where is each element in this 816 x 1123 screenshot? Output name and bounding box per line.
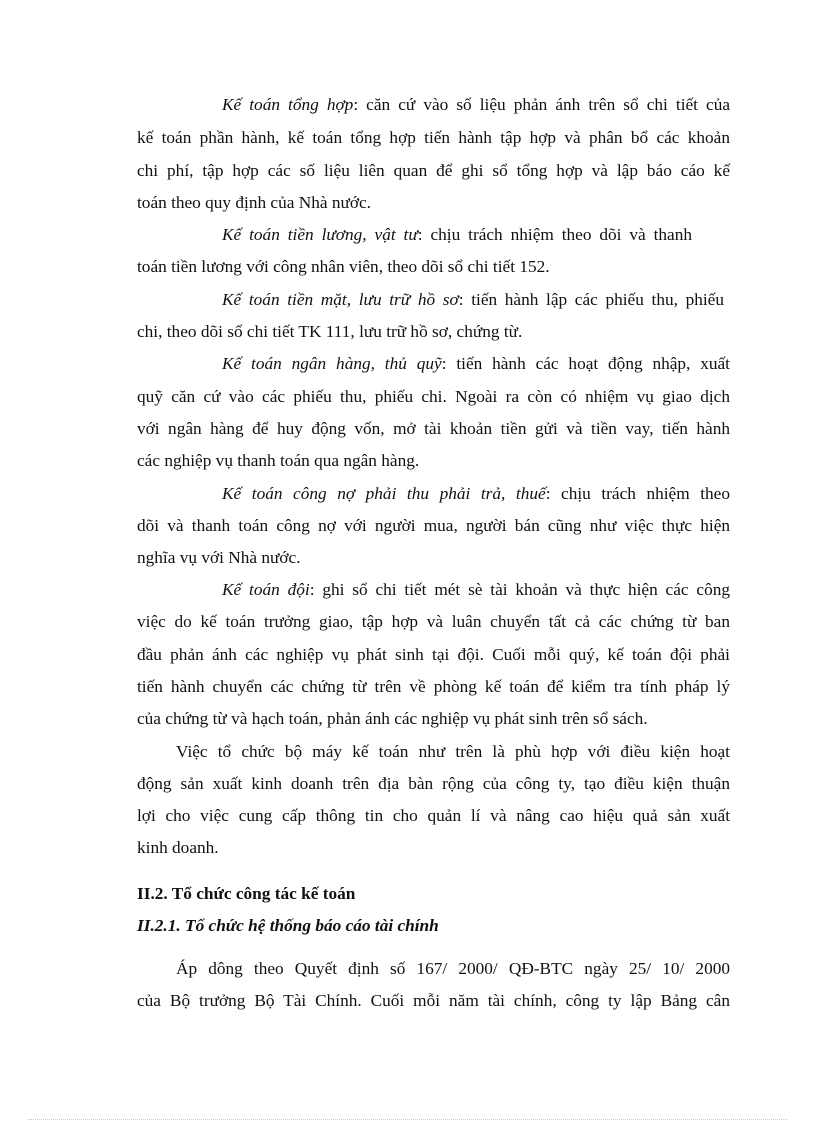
- paragraph-line: Kế toán tiền mặt, lưu trữ hồ sơ: tiến hành lập các phiếu thu, phiếu: [222, 290, 724, 309]
- paragraph-line: Kế toán tiền lương, vật tư: chịu trách nhiệm theo dõi và thanh: [222, 225, 692, 244]
- paragraph-line: Việc tổ chức bộ máy kế toán như trên là phù hợp với điều kiện hoạt: [176, 742, 730, 761]
- paragraph-line: kế toán phần hành, kế toán tổng hợp tiến hành tập hợp và phân bổ các khoản: [137, 128, 730, 147]
- paragraph-line: Kế toán ngân hàng, thủ quỹ: tiến hành các hoạt động nhập, xuất: [222, 354, 730, 373]
- paragraph-line: toán tiền lương với công nhân viên, theo dõi sổ chi tiết 152.: [137, 257, 550, 276]
- paragraph-line: lợi cho việc cung cấp thông tin cho quản lí và nâng cao hiệu quả sản xuất: [137, 806, 730, 825]
- term-label: Kế toán tiền mặt, lưu trữ hồ sơ: [222, 290, 459, 309]
- paragraph-line: việc do kế toán trưởng giao, tập hợp và luân chuyển tất cả các chứng từ ban: [137, 612, 730, 631]
- paragraph-line: tiến hành chuyển các chứng từ trên về phòng kế toán để kiểm tra tính pháp lý: [137, 677, 730, 696]
- paragraph-line: đầu phản ánh các nghiệp vụ phát sinh tại đội. Cuối mỗi quý, kế toán đội phải: [137, 645, 730, 664]
- term-label: Kế toán công nợ phải thu phải trả, thuế: [222, 484, 546, 503]
- paragraph-line: kinh doanh.: [137, 838, 219, 857]
- term-label: Kế toán tiền lương, vật tư: [222, 225, 418, 244]
- paragraph-line: chi, theo dõi sổ chi tiết TK 111, lưu trữ hồ sơ, chứng từ.: [137, 322, 523, 341]
- term-label: Kế toán đội: [222, 580, 310, 599]
- subsection-heading: II.2.1. Tổ chức hệ thống báo cáo tài chính: [137, 916, 439, 935]
- paragraph-line: Kế toán tổng hợp: căn cứ vào số liệu phản ánh trên sổ chi tiết của: [222, 95, 731, 114]
- paragraph-line: Áp dông theo Quyết định số 167/ 2000/ QĐ-BTC ngày 25/ 10/ 2000: [176, 959, 730, 978]
- paragraph-line: Kế toán đội: ghi sổ chi tiết mét sè tài khoản và thực hiện các công: [222, 580, 730, 599]
- page-footer-rule: [28, 1119, 788, 1120]
- paragraph-line: dõi và thanh toán công nợ với người mua, người bán cũng như việc thực hiện: [137, 516, 730, 535]
- paragraph-line: quỹ căn cứ vào các phiếu thu, phiếu chi. Ngoài ra còn có nhiệm vụ giao dịch: [137, 387, 730, 406]
- paragraph-line: với ngân hàng để huy động vốn, mở tài khoản tiền gửi và tiền vay, tiến hành: [137, 419, 730, 438]
- section-heading: II.2. Tổ chức công tác kế toán: [137, 884, 356, 903]
- paragraph-line: các nghiệp vụ thanh toán qua ngân hàng.: [137, 451, 420, 470]
- term-label: Kế toán tổng hợp: [222, 95, 354, 114]
- paragraph-line: của chứng từ và hạch toán, phản ánh các nghiệp vụ phát sinh trên sổ sách.: [137, 709, 648, 728]
- paragraph-line: Kế toán công nợ phải thu phải trả, thuế: chịu trách nhiệm theo: [222, 484, 730, 503]
- term-label: Kế toán ngân hàng, thủ quỹ: [222, 354, 442, 373]
- paragraph-line: toán theo quy định của Nhà nước.: [137, 193, 371, 212]
- paragraph-line: chi phí, tập hợp các số liệu liên quan để ghi sổ tổng hợp và lập báo cáo kế: [137, 161, 730, 180]
- paragraph-line: của Bộ trưởng Bộ Tài Chính. Cuối mỗi năm tài chính, công ty lập Bảng cân: [137, 991, 730, 1010]
- paragraph-line: động sản xuất kinh doanh trên địa bàn rộng của công ty, tạo điều kiện thuận: [137, 774, 730, 793]
- paragraph-line: nghĩa vụ với Nhà nước.: [137, 548, 301, 567]
